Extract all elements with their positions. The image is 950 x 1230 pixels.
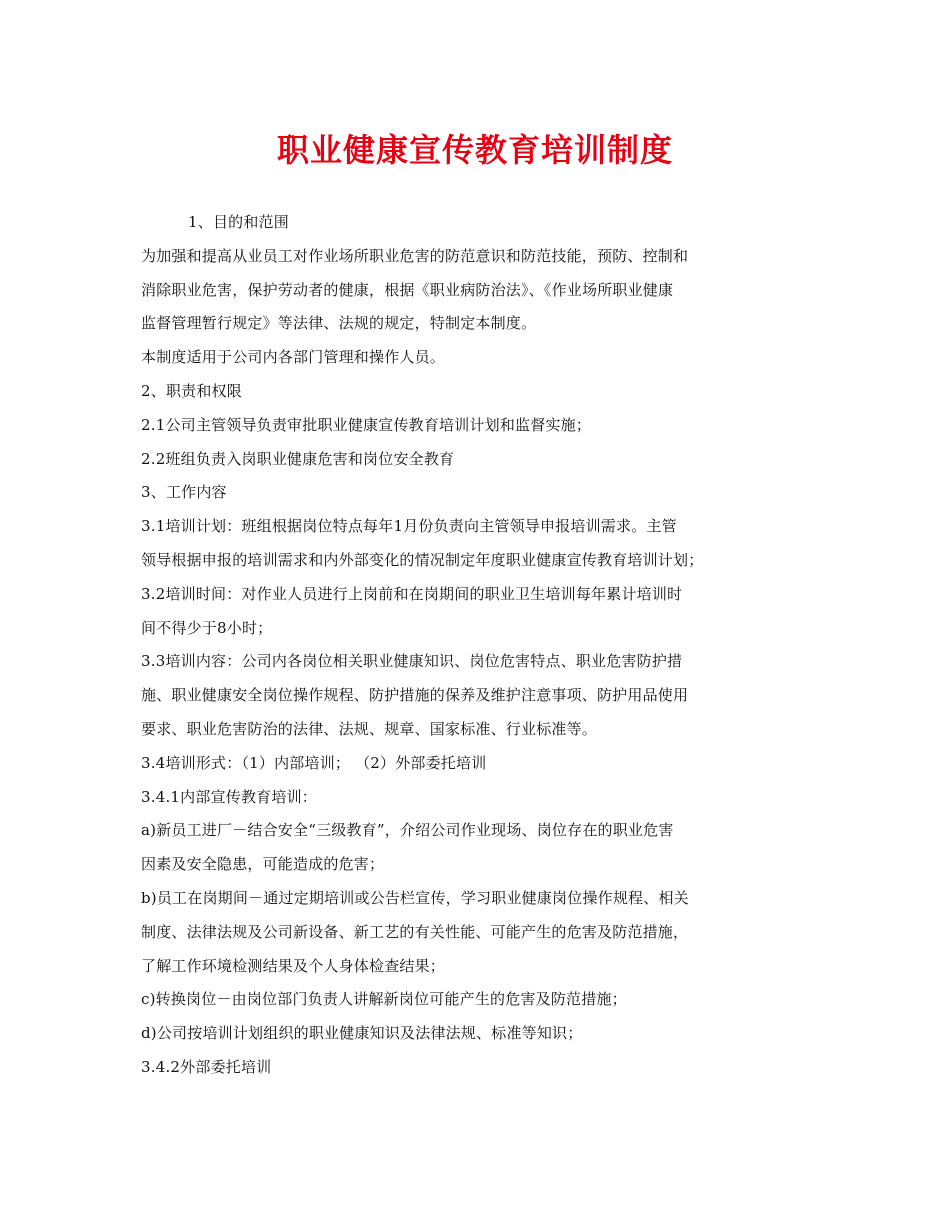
paragraph-line: 2.1公司主管领导负责审批职业健康宣传教育培训计划和监督实施； (141, 415, 592, 434)
paragraph-line: a)新员工进厂－结合安全“三级教育”，介绍公司作业现场、岗位存在的职业危害 (141, 821, 674, 840)
paragraph-line: c)转换岗位－由岗位部门负责人讲解新岗位可能产生的危害及防范措施； (141, 990, 627, 1009)
paragraph-line: 施、职业健康安全岗位操作规程、防护措施的保养及维护注意事项、防护用品使用 (141, 686, 689, 705)
document-title: 职业健康宣传教育培训制度 (276, 131, 673, 169)
paragraph-line: b)员工在岗期间－通过定期培训或公告栏宣传，学习职业健康岗位操作规程、相关 (141, 888, 689, 907)
paragraph-line: 监督管理暂行规定》等法律、法规的规定，特制定本制度。 (141, 314, 537, 333)
paragraph-line: 3.2培训时间：对作业人员进行上岗前和在岗期间的职业卫生培训每年累计培训时 (141, 584, 683, 603)
paragraph-line: 3.1培训计划：班组根据岗位特点每年1月份负责向主管领导申报培训需求。主管 (141, 517, 677, 536)
paragraph-line: 3.4.1内部宣传教育培训： (141, 787, 317, 806)
paragraph-line: 制度、法律法规及公司新设备、新工艺的有关性能、可能产生的危害及防范措施， (141, 922, 689, 941)
paragraph-line: 要求、职业危害防治的法律、法规、规章、国家标准、行业标准等。 (141, 719, 598, 738)
paragraph-line: 2.2班组负责入岗职业健康危害和岗位安全教育 (141, 449, 455, 468)
paragraph-line: 了解工作环境检测结果及个人身体检查结果； (141, 956, 446, 975)
paragraph-line: 因素及安全隐患，可能造成的危害； (141, 855, 385, 874)
paragraph-line: 为加强和提高从业员工对作业场所职业危害的防范意识和防范技能，预防、控制和 (141, 246, 689, 265)
document-body (141, 206, 821, 1085)
section-heading-responsibilities: 2、职责和权限 (141, 381, 242, 400)
paragraph-line: 消除职业危害，保护劳动者的健康，根据《职业病防治法》、《作业场所职业健康 (141, 280, 674, 299)
section-heading-work-content: 3、工作内容 (141, 483, 227, 502)
paragraph-line: 3.4培训形式：（1）内部培训； （2）外部委托培训 (141, 753, 487, 772)
paragraph-line: 本制度适用于公司内各部门管理和操作人员。 (141, 348, 446, 367)
paragraph-line: 3.3培训内容：公司内各岗位相关职业健康知识、岗位危害特点、职业危害防护措 (141, 652, 683, 671)
paragraph-line: 领导根据申报的培训需求和内外部变化的情况制定年度职业健康宣传教育培训计划； (141, 550, 704, 569)
section-heading-purpose: 1、目的和范围 (188, 213, 289, 231)
paragraph-line: 间不得少于8小时； (141, 618, 273, 637)
paragraph-line: d)公司按培训计划组织的职业健康知识及法律法规、标准等知识； (141, 1024, 583, 1043)
paragraph-line: 3.4.2外部委托培训 (141, 1057, 272, 1076)
